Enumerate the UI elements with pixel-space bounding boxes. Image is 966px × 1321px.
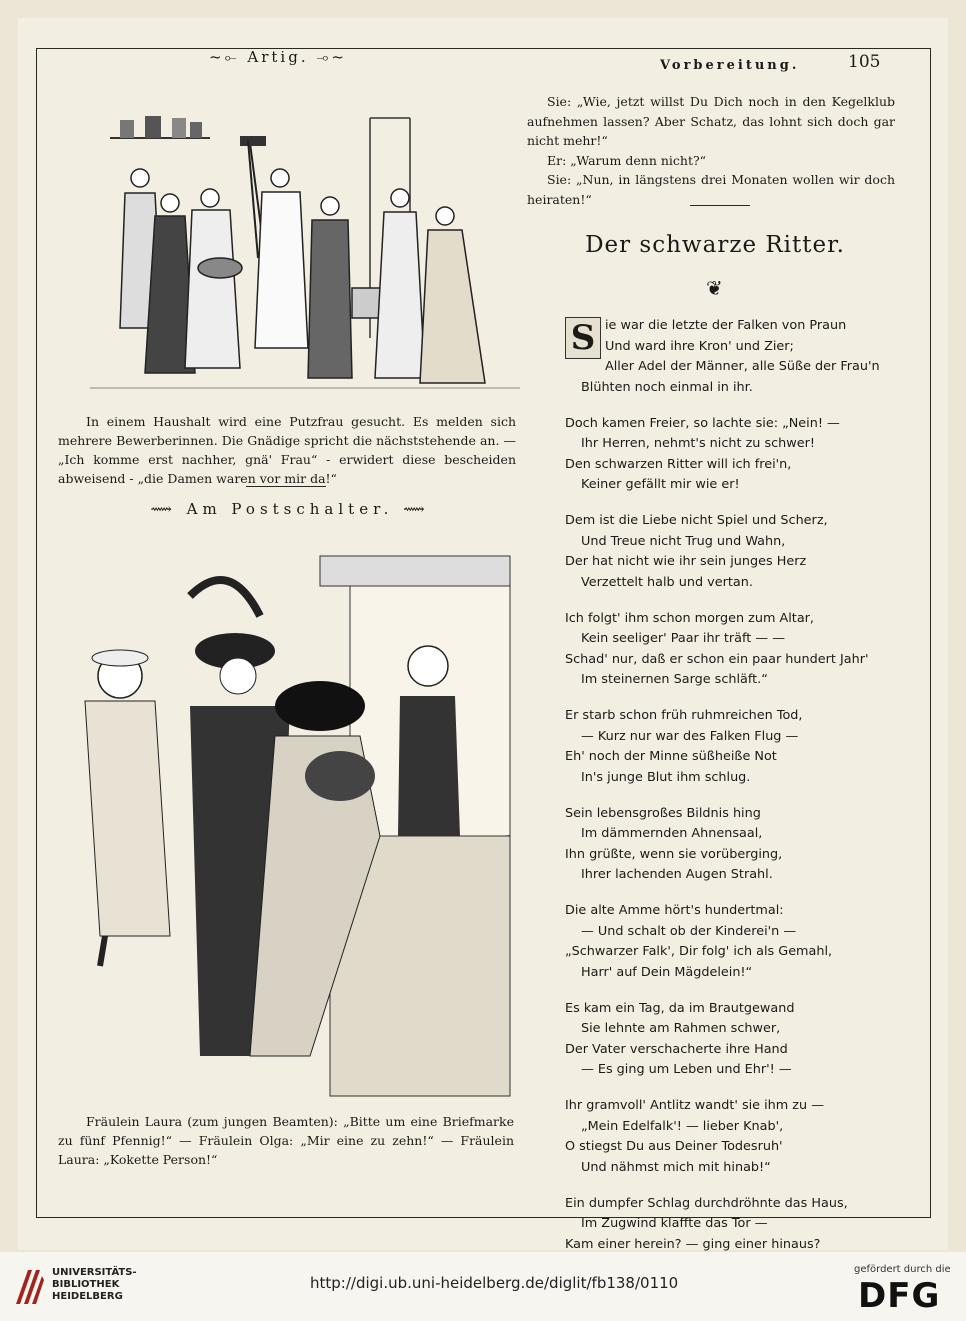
poem-line: Der hat nicht wie ihr sein junges Herz bbox=[565, 554, 807, 569]
poem-line: Im dämmernden Ahnensaal, bbox=[581, 826, 763, 841]
poem-line: Eh' noch der Minne süßheiße Not bbox=[565, 749, 777, 764]
poem-stanza bbox=[565, 1096, 885, 1178]
poem-line: — Und schalt ob der Kinderei'n — bbox=[581, 923, 797, 939]
poem-stanza bbox=[565, 999, 885, 1081]
header-left-title: ~⟜ Artig. ⊸~ bbox=[209, 48, 347, 66]
poem-line: Ihr Herren, nehmt's nicht zu schwer! bbox=[581, 436, 816, 451]
poem-line: Ihrer lachenden Augen Strahl. bbox=[581, 867, 773, 882]
separator-rule bbox=[246, 486, 326, 487]
poem-line: Sie lehnte am Rahmen schwer, bbox=[581, 1021, 781, 1036]
dropcap-letter: S bbox=[565, 317, 601, 359]
poem-stanza bbox=[565, 316, 885, 398]
poem-line: Es kam ein Tag, da im Brautgewand bbox=[565, 1000, 795, 1016]
poem-stanza bbox=[565, 609, 885, 691]
university-library-logo-icon bbox=[12, 1264, 48, 1310]
poem-stanza bbox=[565, 901, 885, 983]
poem-line: Der Vater verschacherte ihre Hand bbox=[565, 1041, 788, 1057]
poem-line: Er starb schon früh ruhmreichen Tod, bbox=[565, 708, 803, 723]
dialog-vorbereitung bbox=[527, 92, 895, 209]
university-library-name: UNIVERSITÄTS- BIBLIOTHEK HEIDELBERG bbox=[52, 1267, 137, 1302]
poem-line: Den schwarzen Ritter will ich frei'n, bbox=[565, 456, 792, 472]
section-title-postschalter: ⟿ Am Postschalter. ⟿ bbox=[150, 500, 430, 518]
dialog-line: Er: „Warum denn nicht?“ bbox=[547, 152, 707, 168]
poem-line: Ihr gramvoll' Antlitz wandt' sie ihm zu — bbox=[565, 1098, 824, 1113]
poem-line: Die alte Amme hört's hundertmal: bbox=[565, 903, 784, 918]
poem-line: Und ward ihre Kron' und Zier; bbox=[605, 338, 794, 354]
poem-line: Im steinernen Sarge schläft.“ bbox=[581, 672, 768, 687]
poem-line: Keiner gefällt mir wie er! bbox=[581, 477, 740, 492]
fleuron-ornament: ❦ bbox=[706, 276, 723, 300]
caption-maids: In einem Haushalt wird eine Putzfrau gesucht. Es melden sich mehrere Bewerberinnen. Die Gnädige spricht die nächststehende an. — „Ich komme erst nachher, gnä' Frau“ - erwidert diese bescheiden abweisend - „die Damen waren vor mir da!“ bbox=[58, 414, 516, 486]
poem-line: Aller Adel der Männer, alle Süße der Frau'n bbox=[605, 359, 880, 374]
poem-stanza bbox=[565, 414, 885, 496]
poem-body bbox=[565, 316, 885, 1291]
digitization-footer bbox=[0, 1252, 966, 1321]
poem-line: In's junge Blut ihm schlug. bbox=[581, 769, 751, 785]
poem-stanza bbox=[565, 511, 885, 593]
poem-line: Im Zugwind klaffte das Tor — bbox=[581, 1216, 768, 1231]
poem-line: Ihn grüßte, wenn sie vorüberging, bbox=[565, 846, 783, 862]
source-url-link[interactable]: http://digi.ub.uni-heidelberg.de/diglit/fb138/0110 bbox=[310, 1274, 679, 1292]
funding-note: gefördert durch die bbox=[854, 1264, 951, 1275]
poem-line: Doch kamen Freier, so lachte sie: „Nein! — bbox=[565, 415, 840, 431]
header-right-title: Vorbereitung. bbox=[660, 58, 800, 73]
poem-line: Und Treue nicht Trug und Wahn, bbox=[581, 533, 786, 549]
poem-line: — Es ging um Leben und Ehr'! — bbox=[581, 1062, 792, 1077]
poem-line: Kein seeliger' Paar ihr träft — — bbox=[581, 631, 786, 646]
poem-line: Sein lebensgroßes Bildnis hing bbox=[565, 805, 761, 821]
poem-line: ie war die letzte der Falken von Praun bbox=[605, 318, 847, 333]
poem-line: „Schwarzer Falk', Dir folg' ich als Gemahl, bbox=[565, 944, 833, 959]
page-number: 105 bbox=[848, 52, 881, 72]
dialog-line: Sie: „Wie, jetzt willst Du Dich noch in den Kegelklub aufnehmen lassen? Aber Schatz, das lohnt sich doch gar nicht mehr!“ bbox=[527, 94, 895, 148]
poem-line: Schad' nur, daß er schon ein paar hundert Jahr' bbox=[565, 651, 869, 667]
poem-line: Ein dumpfer Schlag durchdröhnte das Haus, bbox=[565, 1195, 848, 1211]
poem-stanza bbox=[565, 706, 885, 788]
poem-line: „Mein Edelfalk'! — lieber Knab', bbox=[581, 1118, 784, 1134]
poem-line: O stiegst Du aus Deiner Todesruh' bbox=[565, 1139, 783, 1154]
poem-line: Und nähmst mich mit hinab!“ bbox=[581, 1159, 771, 1175]
caption-postschalter: Fräulein Laura (zum jungen Beamten): „Bitte um eine Briefmarke zu fünf Pfennig!“ — Fräulein Olga: „Mir eine zu zehn!“ — Fräulein Laura: „Kokette Person!“ bbox=[58, 1114, 514, 1167]
poem-line: Harr' auf Dein Mägdelein!“ bbox=[581, 964, 753, 980]
poem-line: Dem ist die Liebe nicht Spiel und Scherz, bbox=[565, 513, 828, 528]
poem-line: Blühten noch einmal in ihr. bbox=[581, 379, 753, 395]
poem-title: Der schwarze Ritter. bbox=[585, 232, 845, 258]
dialog-line: Sie: „Nun, in längstens drei Monaten wollen wir doch heiraten!“ bbox=[527, 172, 895, 207]
poem-line: Ich folgt' ihm schon morgen zum Altar, bbox=[565, 610, 814, 626]
poem-line: — Kurz nur war des Falken Flug — bbox=[581, 728, 799, 744]
separator-rule bbox=[690, 205, 750, 206]
dfg-logo: DFG bbox=[858, 1276, 941, 1316]
poem-line: Kam einer herein? — ging einer hinaus? bbox=[565, 1236, 821, 1252]
poem-line: Verzettelt halb und vertan. bbox=[581, 574, 753, 590]
illustration-post-office bbox=[60, 536, 518, 1106]
illustration-maids-kitchen bbox=[90, 98, 520, 398]
poem-stanza bbox=[565, 804, 885, 886]
